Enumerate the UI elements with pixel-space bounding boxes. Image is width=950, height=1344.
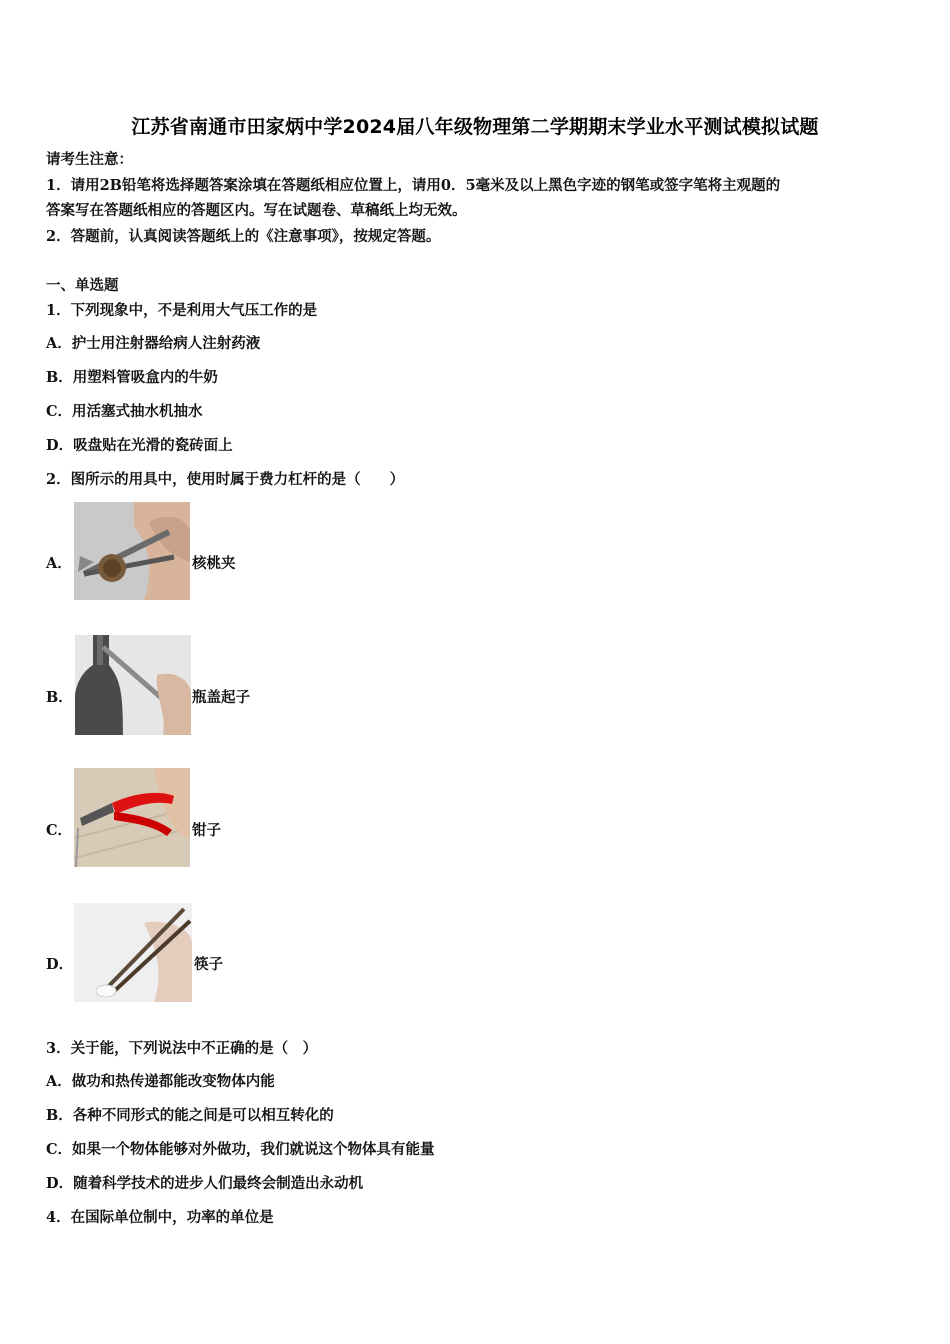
question-1-option-a: A．护士用注射器给病人注射药液: [46, 335, 261, 352]
question-2-option-c-text: 钳子: [192, 822, 221, 839]
question-1-stem: 1．下列现象中，不是利用大气压工作的是: [46, 302, 318, 319]
question-2-stem: 2．图所示的用具中，使用时属于费力杠杆的是（ ）: [46, 471, 405, 488]
nutcracker-photo: [74, 502, 190, 600]
page-title: 江苏省南通市田家炳中学2024届八年级物理第二学期期末学业水平测试模拟试题: [131, 116, 819, 138]
question-2-option-b-label: B．: [46, 689, 73, 706]
pliers-photo: [74, 768, 190, 867]
question-2-option-a-text: 核桃夹: [192, 555, 236, 572]
question-3-option-b: B．各种不同形式的能之间是可以相互转化的: [46, 1107, 334, 1124]
question-4-stem: 4．在国际单位制中，功率的单位是: [46, 1209, 274, 1226]
question-2-option-d-text: 筷子: [194, 956, 223, 973]
question-3-stem: 3．关于能，下列说法中不正确的是（ ）: [46, 1040, 318, 1057]
bottle-opener-photo: [75, 635, 191, 735]
notice-heading: 请考生注意：: [46, 151, 133, 168]
question-3-option-d: D．随着科学技术的进步人们最终会制造出永动机: [46, 1175, 364, 1192]
notice-item-1-line-2: 答案写在答题纸相应的答题区内。写在试题卷、草稿纸上均无效。: [46, 202, 467, 219]
chopsticks-photo: [74, 903, 192, 1002]
section-heading: 一、单选题: [46, 277, 119, 294]
notice-item-1-line-1: 1．请用2B铅笔将选择题答案涂填在答题纸相应位置上，请用0．5毫米及以上黑色字迹的钢笔或签字笔将主观题的: [46, 177, 781, 194]
question-3-option-c: C．如果一个物体能够对外做功，我们就说这个物体具有能量: [46, 1141, 435, 1158]
question-1-option-c: C．用活塞式抽水机抽水: [46, 403, 203, 420]
question-2-option-a-label: A．: [46, 555, 72, 572]
question-1-option-d: D．吸盘贴在光滑的瓷砖面上: [46, 437, 233, 454]
notice-item-2: 2．答题前，认真阅读答题纸上的《注意事项》，按规定答题。: [46, 228, 441, 245]
question-2-option-b-text: 瓶盖起子: [192, 689, 250, 706]
question-3-option-a: A．做功和热传递都能改变物体内能: [46, 1073, 275, 1090]
question-2-option-d-label: D．: [46, 956, 74, 973]
question-2-option-c-label: C．: [46, 822, 73, 839]
question-1-option-b: B．用塑料管吸盒内的牛奶: [46, 369, 218, 386]
